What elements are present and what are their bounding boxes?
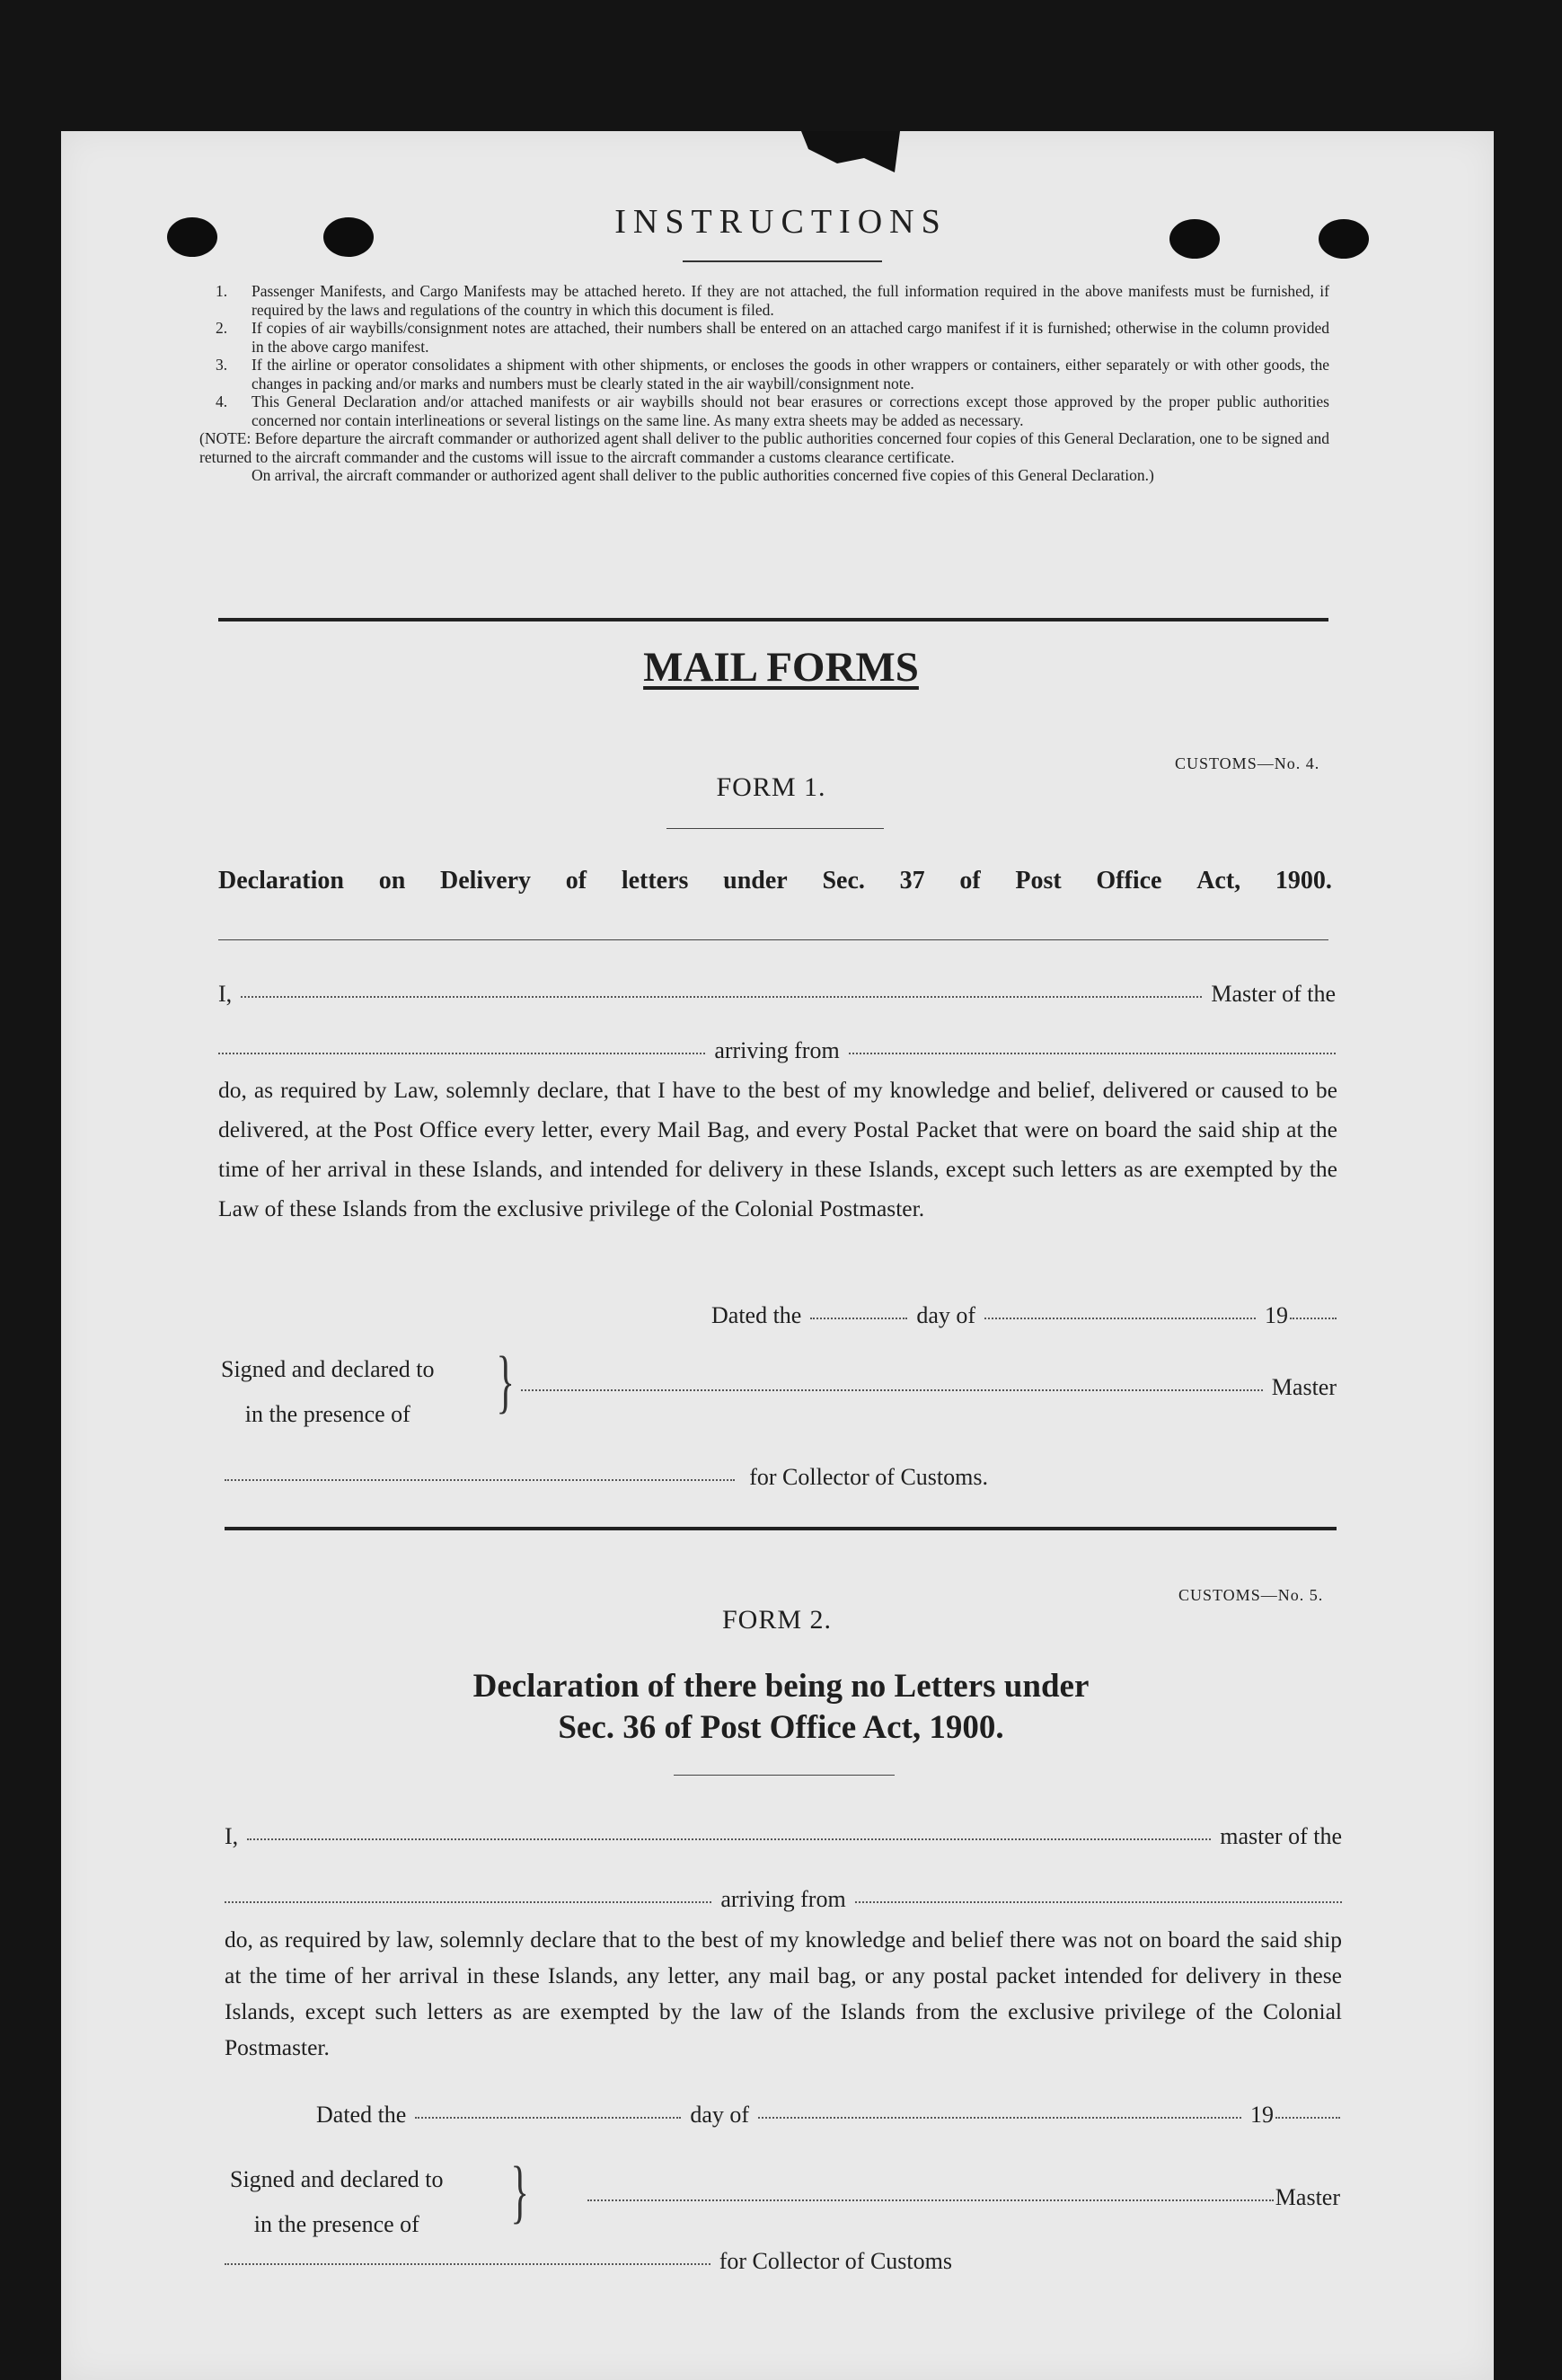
form1-for-collector: for Collector of Customs. bbox=[749, 1464, 988, 1490]
form2-i-label: I, bbox=[225, 1823, 239, 1849]
decl-word: of bbox=[959, 867, 981, 895]
form1-i-label: I, bbox=[218, 981, 233, 1007]
form2-day-of: day of bbox=[690, 2102, 750, 2128]
form1-name-field[interactable] bbox=[241, 996, 1202, 998]
decl-word: under bbox=[723, 867, 788, 895]
form1-origin-field[interactable] bbox=[849, 1053, 1336, 1054]
decl-word: on bbox=[378, 867, 406, 895]
form2-month-field[interactable] bbox=[758, 2117, 1241, 2119]
form2-name-field[interactable] bbox=[247, 1838, 1211, 1840]
form2-brace: } bbox=[510, 2152, 530, 2230]
form2-master-signature-line bbox=[587, 2184, 1340, 2211]
form1-dated-line bbox=[711, 1302, 1337, 1329]
form1-dated-the: Dated the bbox=[711, 1302, 802, 1328]
form1-collector-signature-field[interactable] bbox=[225, 1479, 735, 1481]
form1-customs-ref: CUSTOMS—No. 4. bbox=[1175, 754, 1320, 772]
note-line-2: On arrival, the aircraft commander or authorized agent shall deliver to the public authorities concerned five copies of this General Declaration.) bbox=[252, 466, 1154, 484]
decl-word: Post bbox=[1015, 867, 1062, 895]
form1-month-field[interactable] bbox=[984, 1318, 1256, 1319]
instruction-item-2 bbox=[216, 319, 1329, 356]
form2-ship-field[interactable] bbox=[225, 1901, 711, 1903]
form2-arriving-from: arriving from bbox=[720, 1886, 846, 1912]
note-prefix: (NOTE: bbox=[199, 429, 252, 447]
instruction-item-4 bbox=[216, 392, 1329, 429]
form1-master-signature-field[interactable] bbox=[521, 1389, 1263, 1391]
form1-year: 19 bbox=[1265, 1302, 1288, 1328]
instruction-number: 3. bbox=[216, 356, 228, 374]
instructions-list bbox=[199, 282, 1329, 485]
form1-year-field[interactable] bbox=[1290, 1318, 1337, 1319]
form2-year: 19 bbox=[1250, 2102, 1274, 2128]
instruction-number: 2. bbox=[216, 319, 228, 337]
instruction-number: 4. bbox=[216, 392, 228, 410]
form1-body: do, as required by Law, solemnly declare, that I have to the best of my knowledge and belief, delivered or caused to be delivered, at the Post Office every letter, every Mail Bag, and every Postal Packet that were on board the said ship at the time of her arrival in these Islands, and intended for delivery in these Islands, except such letters as are exempted by the Law of these Islands from the exclusive privilege of the Colonial Postmaster. bbox=[218, 1077, 1337, 1221]
instruction-text: If copies of air waybills/consignment notes are attached, their numbers shall be entered on an attached cargo manifest if it is furnished; otherwise in the column provided in the above cargo manifest. bbox=[252, 319, 1329, 356]
form2-heading-rule bbox=[674, 1775, 895, 1776]
form2-origin-field[interactable] bbox=[855, 1901, 1342, 1903]
binding-tab bbox=[801, 131, 900, 172]
form2-arriving-line bbox=[225, 1886, 1342, 1913]
decl-word: Act, bbox=[1196, 867, 1241, 895]
form2-master-of-the: master of the bbox=[1220, 1823, 1342, 1849]
form2-heading-line1: Declaration of there being no Letters under bbox=[472, 1668, 1090, 1705]
form1-arriving-line bbox=[218, 1037, 1336, 1064]
decl-word: letters bbox=[621, 867, 689, 895]
form2-signed-line2: in the presence of bbox=[253, 2211, 419, 2237]
form2-for-collector: for Collector of Customs bbox=[719, 2248, 952, 2274]
form2-master-label: Master bbox=[1275, 2184, 1340, 2210]
form2-signed-label bbox=[230, 2157, 444, 2247]
form2-date-field[interactable] bbox=[415, 2117, 681, 2119]
instruction-text: Passenger Manifests, and Cargo Manifests may be attached hereto. If they are not attached, the full information required in the above manifests must be furnished, if required by the laws and regulations of the country in which this document is filed. bbox=[252, 282, 1329, 319]
form1-brace: } bbox=[496, 1342, 516, 1420]
form2-dated-the: Dated the bbox=[316, 2102, 407, 2128]
form1-signed-label bbox=[221, 1347, 435, 1437]
form2-signed-line1: Signed and declared to bbox=[230, 2166, 444, 2192]
form2-title: FORM 2. bbox=[721, 1605, 833, 1635]
form1-title: FORM 1. bbox=[716, 772, 826, 802]
mail-forms-heading: MAIL FORMS bbox=[643, 644, 919, 691]
form1-day-of: day of bbox=[916, 1302, 976, 1328]
form1-signed-line2: in the presence of bbox=[244, 1401, 410, 1427]
decl-word: 37 bbox=[899, 867, 925, 895]
form2-name-line bbox=[225, 1823, 1342, 1850]
form1-declaration-heading bbox=[218, 867, 1332, 895]
section-divider bbox=[218, 618, 1328, 621]
instruction-text: If the airline or operator consolidates a shipment with other shipments, or encloses the goods in other wrappers or containers, either separately or with other goods, the changes in packing and/or marks and numbers must be clearly stated in the air waybill/consignment note. bbox=[252, 356, 1329, 392]
decl-word: of bbox=[565, 867, 587, 895]
form1-arriving-from: arriving from bbox=[714, 1037, 840, 1063]
decl-word: Declaration bbox=[218, 867, 344, 895]
form2-heading-line2: Sec. 36 of Post Office Act, 1900. bbox=[558, 1709, 1004, 1746]
form1-master-signature-line bbox=[521, 1374, 1337, 1401]
instruction-text: This General Declaration and/or attached manifests or air waybills should not bear erasures or corrections except those approved by the proper public authorities concerned nor contain interlineations or several listings on the same line. As many extra sheets may be added as necessary. bbox=[252, 392, 1329, 429]
form-divider bbox=[225, 1527, 1337, 1530]
form1-ship-field[interactable] bbox=[218, 1053, 705, 1054]
form1-name-line bbox=[218, 981, 1336, 1008]
note-line-1: Before departure the aircraft commander or authorized agent shall deliver to the public authorities concerned four copies of this General Declaration, one to be signed and returned to the aircraft commander and the customs will issue to the aircraft commander a customs clearance certificate. bbox=[199, 429, 1329, 466]
form1-date-field[interactable] bbox=[810, 1318, 907, 1319]
instructions-note bbox=[199, 429, 1329, 466]
form2-master-signature-field[interactable] bbox=[587, 2199, 1274, 2201]
instruction-item-3 bbox=[216, 356, 1329, 392]
decl-word: 1900. bbox=[1275, 867, 1332, 895]
decl-word: Office bbox=[1096, 867, 1162, 895]
form2-heading bbox=[0, 1666, 1562, 1749]
instructions-title: INSTRUCTIONS bbox=[614, 203, 948, 241]
form1-master-of-the: Master of the bbox=[1211, 981, 1336, 1007]
form2-customs-ref: CUSTOMS—No. 5. bbox=[1178, 1586, 1324, 1604]
decl-word: Delivery bbox=[439, 867, 532, 895]
form2-body: do, as required by law, solemnly declare that to the best of my knowledge and belief there was not on board the said ship at the time of her arrival in these Islands, any letter, any mail bag, or any postal packet intended for delivery in these Islands, except such letters as are exempted by the law of the Islands from the exclusive privilege of the Colonial Postmaster. bbox=[225, 1926, 1342, 2060]
form1-title-rule bbox=[666, 828, 884, 829]
decl-word: Sec. bbox=[822, 867, 865, 895]
instruction-item-1 bbox=[216, 282, 1329, 319]
instructions-title-rule bbox=[683, 260, 882, 262]
form2-year-field[interactable] bbox=[1275, 2117, 1340, 2119]
form2-dated-line bbox=[316, 2102, 1340, 2129]
instruction-number: 1. bbox=[216, 282, 228, 300]
form2-collector-line bbox=[225, 2248, 952, 2275]
form1-master-label: Master bbox=[1271, 1374, 1337, 1400]
form1-signed-line1: Signed and declared to bbox=[221, 1356, 435, 1382]
form1-heading-rule bbox=[218, 939, 1328, 940]
form2-collector-signature-field[interactable] bbox=[225, 2263, 710, 2265]
form1-collector-line bbox=[225, 1464, 988, 1491]
